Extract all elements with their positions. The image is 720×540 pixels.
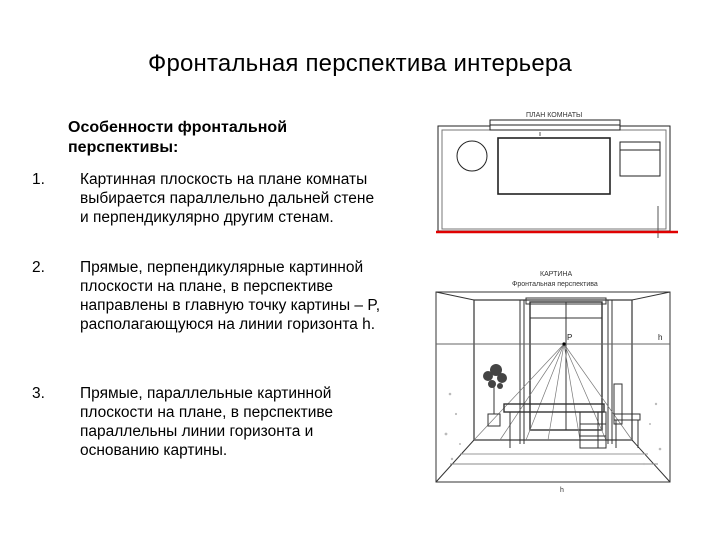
list-item-text: Прямые, перпендикулярные картинной плоскости на плане, в перспективе направлены в главную точку картины – P, располагающуюся на линии горизонта h. <box>80 259 381 333</box>
horizon-label: h <box>658 333 663 342</box>
list-item-text: Картинная плоскость на плане комнаты выбирается параллельно дальней стене и перпендикулярно другим стенам. <box>80 171 375 226</box>
room-plan-figure <box>430 106 680 244</box>
list-item-number: 3. <box>32 385 45 402</box>
plan-rug <box>498 138 610 194</box>
perspective-figure <box>430 264 680 496</box>
list-item-2 <box>32 258 382 334</box>
plan-cabinet <box>620 142 660 176</box>
plan-inner-wall <box>442 130 666 229</box>
plant-foliage <box>483 364 507 389</box>
main-point-label: P <box>567 333 573 342</box>
list-item-text: Прямые, параллельные картинной плоскости на плане, в перспективе параллельны линии горизонта и основанию картины. <box>80 385 334 459</box>
list-item-3 <box>32 384 382 460</box>
list-item-1 <box>32 170 382 227</box>
plan-label: ПЛАН КОМНАТЫ <box>526 112 583 119</box>
bottom-mark-label: h <box>560 487 564 494</box>
subheading: Особенности фронтальной перспективы: <box>68 119 288 156</box>
perspective-label-2: Фронтальная перспектива <box>512 281 598 288</box>
perspective-label-1: КАРТИНА <box>540 271 573 278</box>
page-title: Фронтальная перспектива интерьера <box>148 50 572 77</box>
main-point-marker <box>562 342 565 345</box>
plan-round-table <box>457 141 487 171</box>
list-item-number: 1. <box>32 171 45 188</box>
list-item-number: 2. <box>32 259 45 276</box>
